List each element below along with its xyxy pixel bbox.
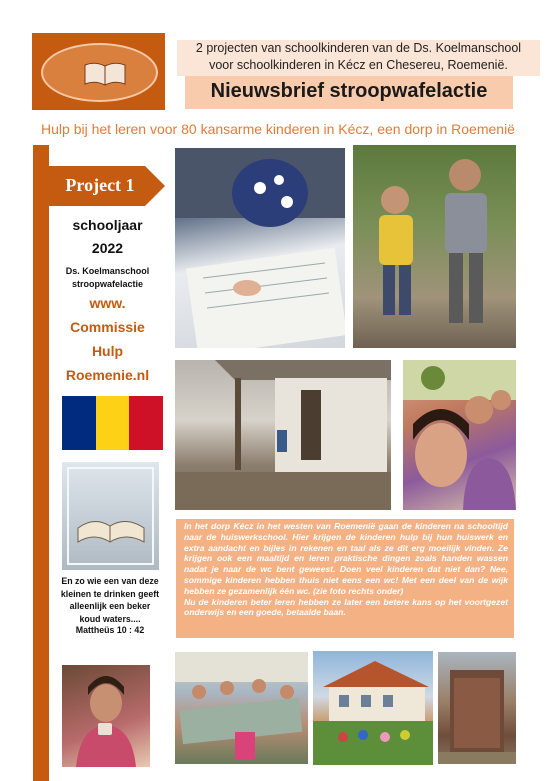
newsletter-title: Nieuwsbrief stroopwafelactie [210,80,488,102]
schoolyear-value: 2022 [91,240,124,256]
smiling-kids-photo [403,360,516,510]
sidebar-accent-bar [33,145,49,781]
school-building-image [313,651,433,765]
flag-stripe-red [129,396,163,450]
child-writing-image [175,148,345,348]
flag-stripe-yellow [96,396,130,450]
page-subtitle: Hulp bij het leren voor 80 kansarme kinderen in Kécz, een dorp in Roemenië [41,121,515,137]
header-line-2: voor schoolkinderen in Kécz en Chesereu, Roemenië. [209,58,508,72]
website-line-4[interactable]: Roemenie.nl [65,367,150,383]
book-icon [83,61,127,87]
bible-quote: En zo wie een van deze kleinen te drinken geeft alleenlijk een beker koud waters.... [60,576,160,624]
girl-drinking-photo [62,665,150,767]
schoolyear-label: schooljaar [72,217,143,233]
school-logo [32,33,165,110]
smiling-kids-image [403,360,516,510]
girl-drinking-image [62,665,150,767]
romanian-flag [62,396,163,450]
project-label: Project 1 [65,175,135,195]
two-boys-image [353,145,516,348]
header-text [177,40,540,74]
two-boys-photo [353,145,516,348]
logo-emblem [41,43,158,102]
village-house-image [175,360,391,510]
homework-photo [175,148,345,348]
story-text: In het dorp Kécz in het westen van Roemenië gaan de kinderen na schooltijd naar de huiswerkschool. Hier krijgen de kinderen hulp bij hun huiswerk en extra aandacht en bijles in rekenen en taal als ze dit erg moeilijk vinden. Ze krijgen ook een maaltijd en leren praktische dingen zoals handen wassen nadat je naar de wc bent geweest. Doen veel kinderen dat niet dan? Nee, sommige kinderen hebben thuis niet eens een wc! Met een deel van de wijk hebben ze gezamenlijk één wc. (zie foto rechts onder) Nu de kinderen beter leren hebben ze later een betere kans op het voortgezet onderwijs en een goede, betaalde baan. [184,521,508,618]
campaign-name: stroopwafelactie [71,279,144,289]
website-line-2[interactable]: Commissie [70,319,145,335]
school-building-photo [313,651,433,765]
classroom-photo [175,652,308,764]
village-house-photo [175,360,391,510]
website-line-3[interactable]: Hulp [91,343,124,359]
classroom-image [175,652,308,764]
website-line-1[interactable]: www. [89,295,126,311]
header-line-1: 2 projecten van schoolkinderen van de Ds. Koelmanschool [195,41,522,55]
flag-stripe-blue [62,396,96,450]
bible-reference: Mattheüs 10 : 42 [75,625,145,635]
outhouse-photo [438,652,516,764]
open-bible-image [62,462,159,570]
org-name: Ds. Koelmanschool [65,266,150,276]
outhouse-image [438,652,516,764]
bible-photo [62,462,159,570]
